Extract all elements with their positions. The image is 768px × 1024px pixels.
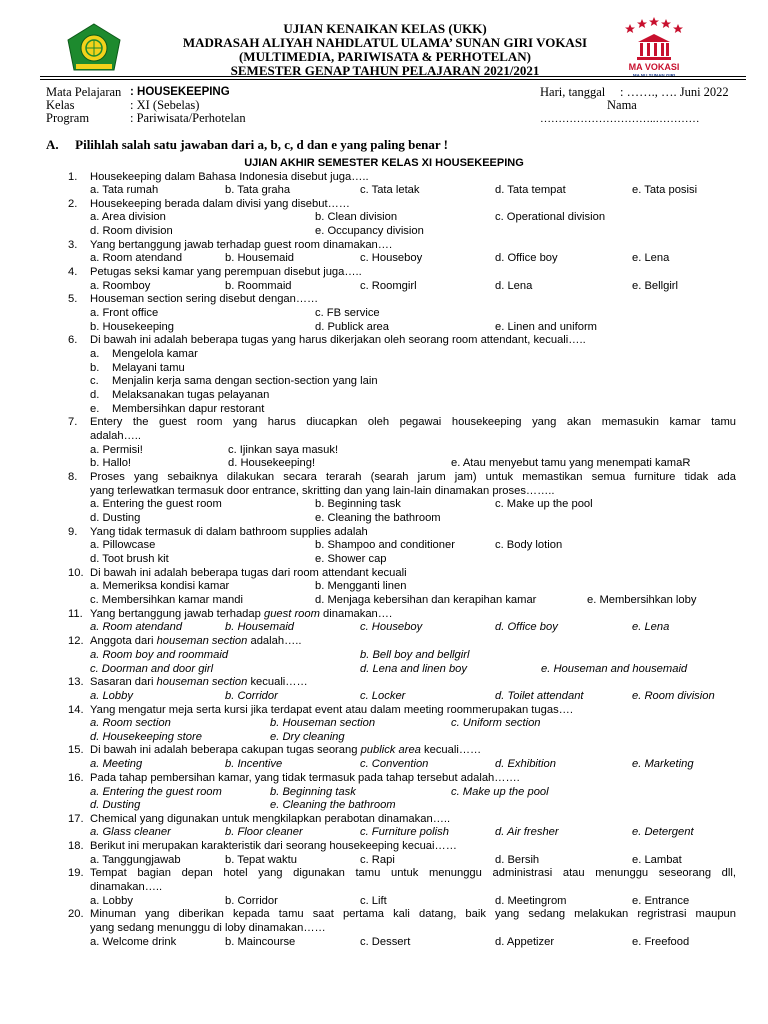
question-number: 11. — [68, 608, 83, 620]
option-a: a. Permisi! — [90, 444, 143, 456]
option-b: b. Beginning task — [315, 498, 401, 510]
question-number: 2. — [68, 198, 78, 210]
question-text: Pada tahap pembersihan kamar, yang tidak termasuk pada tahap tersebut adalah……. — [90, 772, 520, 784]
subject-value: : HOUSEKEEPING — [130, 86, 230, 98]
option-e: e. Marketing — [632, 758, 694, 770]
question-text: Entery the guest room yang harus diucapkan oleh pegawai housekeeping yang akan memasukin kamar tamu — [90, 416, 736, 428]
question-number: 16. — [68, 772, 84, 784]
option-c: c. FB service — [315, 307, 380, 319]
text-italic: houseman section — [156, 676, 248, 688]
option-b: b. Tata graha — [225, 184, 291, 196]
option-c: c. Locker — [360, 690, 406, 702]
text-part: Anggota dari — [90, 635, 157, 647]
option-b: b. Floor cleaner — [225, 826, 303, 838]
option-e: e. Cleaning the bathroom — [315, 512, 441, 524]
question-text — [90, 635, 301, 648]
text-part: dinamakan…. — [319, 608, 393, 620]
option-label: c. — [90, 375, 99, 387]
question-text — [90, 608, 392, 621]
option-d: d. Tata tempat — [495, 184, 566, 196]
option-a: Mengelola kamar — [112, 348, 198, 360]
option-c: c. Uniform section — [451, 717, 541, 729]
question-text: Petugas seksi kamar yang perempuan disebut juga….. — [90, 266, 362, 278]
option-d: d. Lena and linen boy — [360, 663, 467, 675]
question-text: Di bawah ini adalah beberapa tugas yang harus dikerjakan oleh seorang room attendant, kecuali….. — [90, 334, 586, 346]
question-number: 12. — [68, 635, 84, 647]
option-b: b. Shampoo and conditioner — [315, 539, 455, 551]
option-a: a. Lobby — [90, 690, 133, 702]
question-number: 4. — [68, 266, 78, 278]
option-c: c. Membersihkan kamar mandi — [90, 594, 243, 606]
option-b: b. Housemaid — [225, 621, 295, 633]
question-number: 13. — [68, 676, 84, 688]
text-part: adalah….. — [247, 635, 302, 647]
question-number: 15. — [68, 744, 84, 756]
option-e: e. Atau menyebut tamu yang menempati kamaR — [451, 457, 691, 469]
option-b: b. Housemaid — [225, 252, 295, 264]
option-d: d. Exhibition — [495, 758, 556, 770]
option-c: c. Tata letak — [360, 184, 420, 196]
question-number: 17. — [68, 813, 84, 825]
option-c: c. Lift — [360, 895, 387, 907]
option-d: d. Toilet attendant — [495, 690, 584, 702]
option-e: Membersihkan dapur restorant — [112, 403, 265, 415]
option-c: c. Roomgirl — [360, 280, 417, 292]
name-label: Nama — [607, 98, 637, 112]
option-a: a. Front office — [90, 307, 159, 319]
option-label: b. — [90, 362, 100, 374]
question-text: Chemical yang digunakan untuk mengkilapkan perabotan dinamakan….. — [90, 813, 451, 825]
question-text-continued: dinamakan….. — [90, 881, 163, 893]
question-number: 7. — [68, 416, 78, 428]
option-a: a. Entering the guest room — [90, 786, 222, 798]
question-text — [90, 676, 308, 689]
option-label: a. — [90, 348, 100, 360]
option-c: c. Dessert — [360, 936, 411, 948]
option-a: a. Pillowcase — [90, 539, 156, 551]
program-value: : Pariwisata/Perhotelan — [130, 111, 246, 125]
header-divider-thick — [40, 76, 746, 77]
option-d: d. Menjaga kebersihan dan kerapihan kamar — [315, 594, 537, 606]
question-text-continued: adalah….. — [90, 430, 141, 442]
option-b: b. Clean division — [315, 211, 398, 223]
option-a: a. Tanggungjawab — [90, 854, 181, 866]
logo-subtext: MA NU SUNAN GIRI — [632, 73, 676, 78]
option-b: b. Incentive — [225, 758, 283, 770]
option-a: a. Meeting — [90, 758, 143, 770]
option-b: b. Roommaid — [225, 280, 292, 292]
option-e: e. Bellgirl — [632, 280, 679, 292]
option-a: a. Roomboy — [90, 280, 151, 292]
option-a: a. Lobby — [90, 895, 133, 907]
ma-vokasi-logo — [616, 16, 692, 80]
text-italic: guest room — [263, 608, 320, 620]
option-b: b. Corridor — [225, 895, 278, 907]
question-text: Housekeeping dalam Bahasa Indonesia disebut juga….. — [90, 171, 369, 183]
option-c: c. Houseboy — [360, 621, 423, 633]
option-d: d. Lena — [495, 280, 533, 292]
option-c: c. Rapi — [360, 854, 395, 866]
question-text: Di bawah ini adalah beberapa tugas dari room attendant kecuali — [90, 567, 407, 579]
option-d: d. Appetizer — [495, 936, 555, 948]
question-number: 6. — [68, 334, 78, 346]
question-text-continued: yang sedang menunggu di loby dinamakan…… — [90, 922, 326, 934]
option-a: a. Tata rumah — [90, 184, 159, 196]
program-label: Program — [46, 111, 90, 125]
option-b: b. Housekeeping — [90, 321, 174, 333]
option-c: c. Make up the pool — [495, 498, 593, 510]
letterhead — [0, 14, 768, 76]
option-e: e. Lena — [632, 621, 670, 633]
question-number: 14. — [68, 704, 84, 716]
text-part: Yang bertanggung jawab terhadap — [90, 608, 264, 620]
question-number: 8. — [68, 471, 78, 483]
option-c: c. Ijinkan saya masuk! — [228, 444, 339, 456]
option-c: c. Convention — [360, 758, 429, 770]
text-part: Di bawah ini adalah beberapa cakupan tugas seorang — [90, 744, 361, 756]
option-d: d. Office boy — [495, 252, 558, 264]
section-label: A. — [46, 137, 59, 152]
option-e: e. Tata posisi — [632, 184, 698, 196]
question-text: Tempat bagian depan hotel yang digunakan tamu untuk menunggu administrasi atau menunggu seseorang dll, — [90, 867, 736, 879]
question-text: Houseman section sering disebut dengan…… — [90, 293, 319, 305]
option-e: e. Room division — [632, 690, 715, 702]
question-number: 10. — [68, 567, 84, 579]
option-d: d. Air fresher — [495, 826, 559, 838]
question-text-continued: yang terlewatkan termasuk door entrance, skritting dan yang lain-lain dinamakan proses…….. — [90, 485, 555, 497]
class-label: Kelas — [46, 98, 75, 112]
question-number: 5. — [68, 293, 78, 305]
option-b: b. Mengganti linen — [315, 580, 407, 592]
option-d: d. Dusting — [90, 512, 141, 524]
option-b: b. Hallo! — [90, 457, 132, 469]
option-a: a. Room boy and roommaid — [90, 649, 229, 661]
logo-text: MA VOKASI — [628, 62, 680, 72]
name-blank: …………………………..………… — [540, 113, 700, 125]
option-d: d. Toot brush kit — [90, 553, 169, 565]
option-a: a. Entering the guest room — [90, 498, 222, 510]
section-instruction — [46, 137, 448, 153]
question-number: 20. — [68, 908, 84, 920]
question-number: 3. — [68, 239, 78, 251]
option-c: c. Operational division — [495, 211, 606, 223]
option-d: d. Office boy — [495, 621, 558, 633]
option-e: e. Lena — [632, 252, 670, 264]
question-number: 1. — [68, 171, 78, 183]
option-c: Menjalin kerja sama dengan section-section yang lain — [112, 375, 378, 387]
option-a: a. Glass cleaner — [90, 826, 171, 838]
option-e: e. Cleaning the bathroom — [270, 799, 396, 811]
exam-name: UJIAN KENAIKAN KELAS (UKK) — [283, 21, 487, 36]
option-a: a. Room section — [90, 717, 171, 729]
option-e: e. Membersihkan loby — [587, 594, 697, 606]
option-a: a. Memeriksa kondisi kamar — [90, 580, 230, 592]
option-b: b. Bell boy and bellgirl — [360, 649, 470, 661]
option-e: e. Houseman and housemaid — [541, 663, 688, 675]
option-c: c. Make up the pool — [451, 786, 549, 798]
option-e: e. Occupancy division — [315, 225, 424, 237]
option-a: a. Welcome drink — [90, 936, 177, 948]
question-number: 18. — [68, 840, 84, 852]
semester-year: SEMESTER GENAP TAHUN PELAJARAN 2021/2021 — [230, 63, 540, 78]
date-label: Hari, tanggal — [540, 85, 606, 99]
instruction-text: Pilihlah salah satu jawaban dari a, b, c, d dan e yang paling benar ! — [75, 137, 449, 152]
option-e: e. Linen and uniform — [495, 321, 597, 333]
question-text: Yang mengatur meja serta kursi jika terdapat event atau dalam meeting roommerupakan tugas…. — [90, 704, 573, 716]
option-c: c. Houseboy — [360, 252, 423, 264]
option-label: d. — [90, 389, 100, 401]
option-a: a. Room atendand — [90, 252, 183, 264]
option-d: d. Housekeeping store — [90, 731, 202, 743]
option-e: e. Entrance — [632, 895, 690, 907]
option-e: e. Dry cleaning — [270, 731, 345, 743]
school-name: MADRASAH ALIYAH NAHDLATUL ULAMA’ SUNAN GIRI VOKASI — [182, 35, 588, 50]
question-text: Yang tidak termasuk di dalam bathroom supplies adalah — [90, 526, 368, 538]
option-e: e. Detergent — [632, 826, 694, 838]
letterhead-text — [150, 22, 620, 78]
option-b: Melayani tamu — [112, 362, 185, 374]
option-a: a. Room atendand — [90, 621, 183, 633]
option-b: b. Tepat waktu — [225, 854, 297, 866]
school-emblem-logo — [64, 22, 124, 74]
option-b: b. Beginning task — [270, 786, 356, 798]
date-value: : ……., …. Juni 2022 — [620, 85, 729, 99]
option-d: d. Dusting — [90, 799, 141, 811]
option-d: Melaksanakan tugas pelayanan — [112, 389, 270, 401]
school-programs: (MULTIMEDIA, PARIWISATA & PERHOTELAN) — [238, 49, 532, 64]
text-italic: publick area — [360, 744, 421, 756]
question-text: Minuman yang diberikan kepada tamu saat pertama kali datang, baik yang sedang melakukan regristrasi maupun — [90, 908, 736, 920]
option-label: e. — [90, 403, 100, 415]
text-part: Sasaran dari — [90, 676, 157, 688]
class-value: : XI (Sebelas) — [130, 98, 200, 112]
option-d: d. Meetingrom — [495, 895, 567, 907]
question-text: Proses yang sebaiknya dilakukan secara terarah (searah jarum jam) untuk memastikan semua furniture tidak ada — [90, 471, 736, 483]
option-d: d. Bersih — [495, 854, 540, 866]
option-b: b. Houseman section — [270, 717, 376, 729]
text-part: kecuali…… — [247, 676, 308, 688]
question-text: Housekeeping berada dalam divisi yang disebut…… — [90, 198, 350, 210]
option-d: d. Room division — [90, 225, 173, 237]
question-number: 19. — [68, 867, 84, 879]
option-b: b. Corridor — [225, 690, 278, 702]
option-d: d. Publick area — [315, 321, 390, 333]
option-a: a. Area division — [90, 211, 166, 223]
question-number: 9. — [68, 526, 78, 538]
text-italic: houseman section — [156, 635, 248, 647]
option-d: d. Housekeeping! — [228, 457, 316, 469]
option-c: c. Doorman and door girl — [90, 663, 214, 675]
option-b: b. Maincourse — [225, 936, 296, 948]
header-divider-thin — [40, 79, 746, 80]
exam-title: UJIAN AKHIR SEMESTER KELAS XI HOUSEKEEPING — [244, 157, 524, 169]
option-c: c. Furniture polish — [360, 826, 449, 838]
option-c: c. Body lotion — [495, 539, 563, 551]
option-e: e. Shower cap — [315, 553, 387, 565]
question-text — [90, 744, 481, 757]
question-text: Berikut ini merupakan karakteristik dari seorang housekeeping kecuai…… — [90, 840, 457, 852]
option-e: e. Lambat — [632, 854, 682, 866]
question-text: Yang bertanggung jawab terhadap guest room dinamakan…. — [90, 239, 393, 251]
option-e: e. Freefood — [632, 936, 690, 948]
subject-label: Mata Pelajaran — [46, 85, 122, 99]
text-part: kecuali…… — [420, 744, 482, 756]
